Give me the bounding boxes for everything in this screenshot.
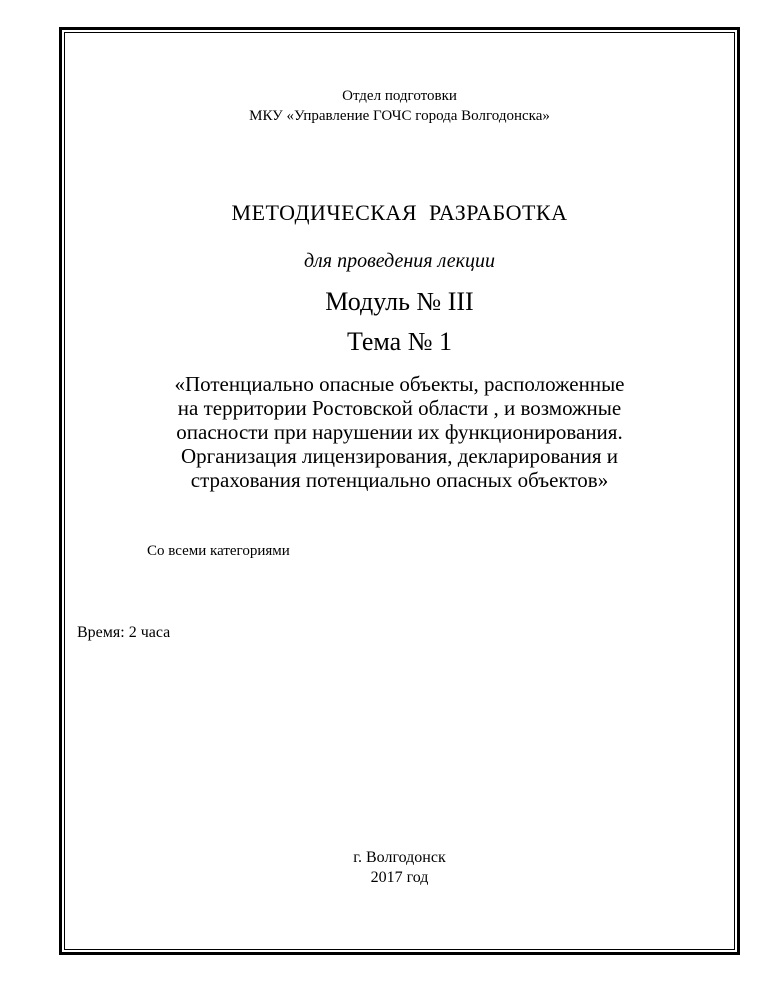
document-subtitle: для проведения лекции xyxy=(303,250,496,272)
department-line-1: Отдел подготовки xyxy=(342,88,457,104)
department-line-2: МКУ «Управление ГОЧС города Волгодонска» xyxy=(249,108,550,124)
document-title: МЕТОДИЧЕСКАЯ РАЗРАБОТКА xyxy=(231,200,568,225)
description-line: опасности при нарушении их функционирования. xyxy=(176,420,623,444)
topic-description xyxy=(64,372,735,492)
footer-year: 2017 год xyxy=(370,869,429,886)
department-header xyxy=(64,86,735,126)
description-line: на территории Ростовской области , и возможные xyxy=(177,396,622,420)
footer-place-year xyxy=(64,848,735,888)
module-number: Модуль № III xyxy=(325,287,474,316)
topic-number: Тема № 1 xyxy=(346,327,453,356)
duration-label: Время: 2 часа xyxy=(77,624,171,641)
description-line: «Потенциально опасные объекты, расположенные xyxy=(174,372,625,396)
audience-label: Со всеми категориями xyxy=(147,543,290,559)
description-line: страхования потенциально опасных объектов» xyxy=(190,468,609,492)
footer-city: г. Волгодонск xyxy=(353,849,446,866)
description-line: Организация лицензирования, декларирования и xyxy=(180,444,619,468)
